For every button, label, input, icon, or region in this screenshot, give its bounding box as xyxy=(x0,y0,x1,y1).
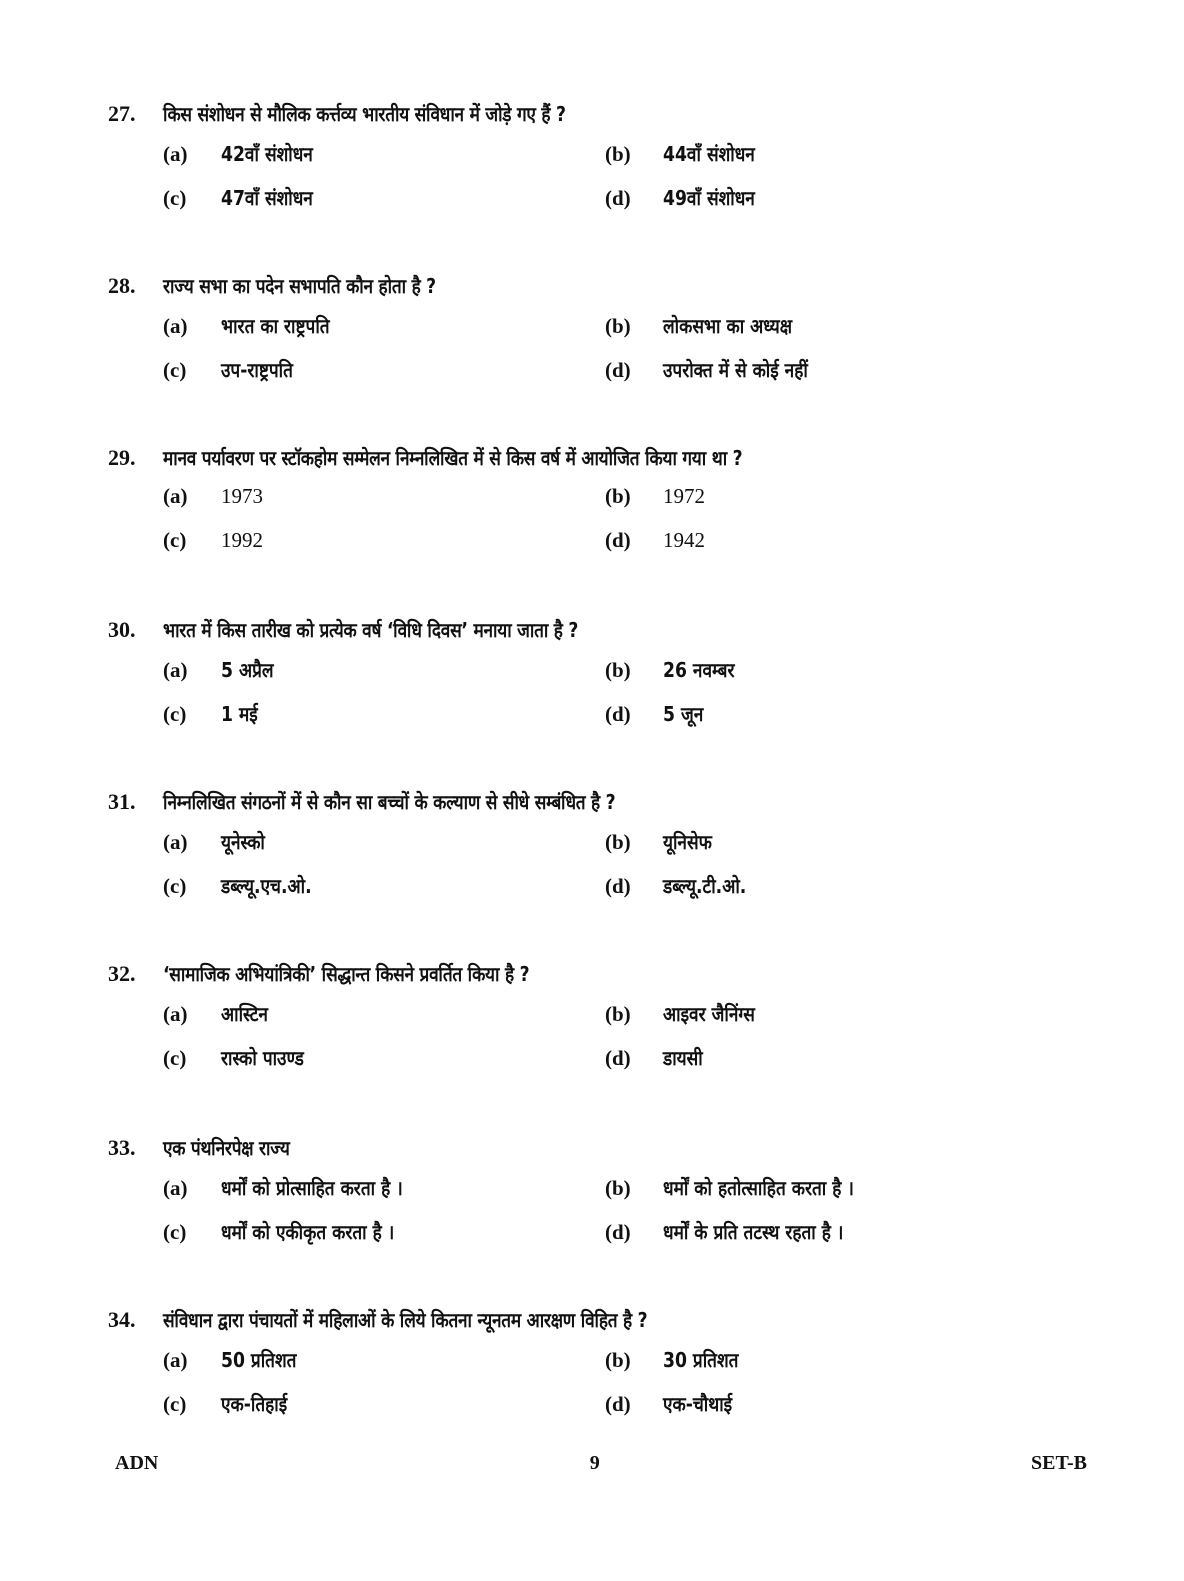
option-text: उप-राष्ट्रपति xyxy=(221,358,293,382)
option-label: (a) xyxy=(163,142,188,166)
page-footer xyxy=(115,1452,1087,1475)
option-label: (b) xyxy=(605,1176,631,1200)
question-number: 30. xyxy=(108,617,136,642)
option-c xyxy=(163,1044,605,1071)
option-a xyxy=(163,656,605,683)
option-text: धर्मों के प्रति तटस्थ रहता है । xyxy=(663,1220,844,1244)
question-number: 33. xyxy=(108,1135,136,1160)
option-label: (b) xyxy=(605,1348,631,1372)
option-label: (d) xyxy=(605,1046,631,1070)
option-text: उपरोक्त में से कोई नहीं xyxy=(663,358,808,382)
option-label: (c) xyxy=(163,528,187,552)
option-a xyxy=(163,1174,605,1201)
option-label: (c) xyxy=(163,702,187,726)
question-text: राज्य सभा का पदेन सभापति कौन होता है ? xyxy=(163,274,436,298)
option-text: 1942 xyxy=(663,528,705,552)
question-33 xyxy=(108,1134,1108,1262)
option-text: 49वाँ संशोधन xyxy=(663,186,755,210)
option-text: 42वाँ संशोधन xyxy=(221,142,313,166)
page-number: 9 xyxy=(589,1452,600,1474)
option-text: 30 प्रतिशत xyxy=(663,1348,739,1372)
option-c xyxy=(163,700,605,727)
option-text: यूनिसेफ xyxy=(663,830,712,854)
option-label: (b) xyxy=(605,1002,631,1026)
option-d xyxy=(605,1044,709,1071)
option-b xyxy=(605,312,813,339)
option-label: (b) xyxy=(605,658,631,682)
option-a xyxy=(163,828,605,855)
option-b xyxy=(605,1174,885,1201)
option-d xyxy=(605,1218,873,1245)
option-label: (d) xyxy=(605,1392,631,1416)
option-text: 1 मई xyxy=(221,702,258,726)
option-label: (a) xyxy=(163,1348,188,1372)
question-text: मानव पर्यावरण पर स्टॉकहोम सम्मेलन निम्नलिखित में से किस वर्ष में आयोजित किया गया था ? xyxy=(163,446,743,470)
option-label: (c) xyxy=(163,1220,187,1244)
option-label: (a) xyxy=(163,314,188,338)
option-d xyxy=(605,700,710,727)
option-c xyxy=(163,1390,605,1417)
option-text: 50 प्रतिशत xyxy=(221,1348,297,1372)
question-34 xyxy=(108,1306,1108,1434)
option-b xyxy=(605,140,770,167)
option-label: (a) xyxy=(163,484,188,508)
option-a xyxy=(163,1000,605,1027)
option-text: 5 अप्रैल xyxy=(221,658,274,682)
option-d xyxy=(605,184,770,211)
option-b xyxy=(605,1000,770,1027)
option-label: (b) xyxy=(605,484,631,508)
option-b xyxy=(605,484,705,509)
question-30 xyxy=(108,616,1108,744)
question-number: 28. xyxy=(108,273,136,298)
option-text: भारत का राष्ट्रपति xyxy=(221,314,330,338)
option-text: आइवर जैनिंग्स xyxy=(663,1002,755,1026)
option-label: (d) xyxy=(605,702,631,726)
option-text: 1973 xyxy=(221,484,263,508)
question-32 xyxy=(108,960,1108,1088)
option-c xyxy=(163,356,605,383)
option-label: (c) xyxy=(163,1046,187,1070)
option-text: रास्को पाउण्ड xyxy=(221,1046,304,1070)
option-label: (a) xyxy=(163,1176,188,1200)
paper-code: ADN xyxy=(115,1452,159,1474)
option-label: (d) xyxy=(605,186,631,210)
option-label: (d) xyxy=(605,528,631,552)
option-label: (a) xyxy=(163,1002,188,1026)
option-text: डायसी xyxy=(663,1046,703,1070)
set-label: SET-B xyxy=(1031,1452,1087,1474)
option-label: (b) xyxy=(605,830,631,854)
option-label: (d) xyxy=(605,358,631,382)
question-text: भारत में किस तारीख को प्रत्येक वर्ष ‘विधि दिवस’ मनाया जाता है ? xyxy=(163,618,579,642)
option-c xyxy=(163,528,605,553)
option-label: (b) xyxy=(605,314,631,338)
option-text: 1992 xyxy=(221,528,263,552)
option-a xyxy=(163,140,605,167)
option-c xyxy=(163,872,605,899)
question-number: 32. xyxy=(108,961,136,986)
question-number: 34. xyxy=(108,1307,136,1332)
question-28 xyxy=(108,272,1108,400)
option-label: (c) xyxy=(163,358,187,382)
option-c xyxy=(163,1218,605,1245)
question-29 xyxy=(108,444,1108,572)
option-text: 44वाँ संशोधन xyxy=(663,142,755,166)
option-label: (d) xyxy=(605,874,631,898)
option-d xyxy=(605,872,760,899)
option-b xyxy=(605,1346,751,1373)
option-c xyxy=(163,184,605,211)
option-label: (c) xyxy=(163,1392,187,1416)
question-text: संविधान द्वारा पंचायतों में महिलाओं के लिये कितना न्यूनतम आरक्षण विहित है ? xyxy=(163,1308,648,1332)
option-text: धर्मों को हतोत्साहित करता है । xyxy=(663,1176,854,1200)
option-a xyxy=(163,312,605,339)
option-text: 5 जून xyxy=(663,702,704,726)
option-text: यूनेस्को xyxy=(221,830,265,854)
option-label: (a) xyxy=(163,658,188,682)
option-d xyxy=(605,356,831,383)
option-text: आस्टिन xyxy=(221,1002,268,1026)
question-number: 29. xyxy=(108,445,136,470)
question-text: किस संशोधन से मौलिक कर्त्तव्य भारतीय संविधान में जोड़े गए हैं ? xyxy=(163,102,566,126)
question-text: एक पंथनिरपेक्ष राज्य xyxy=(163,1136,290,1160)
option-text: डब्ल्यू.एच.ओ. xyxy=(221,874,312,898)
option-text: 47वाँ संशोधन xyxy=(221,186,313,210)
option-text: लोकसभा का अध्यक्ष xyxy=(663,314,793,338)
option-text: 26 नवम्बर xyxy=(663,658,735,682)
option-text: एक-तिहाई xyxy=(221,1392,288,1416)
option-label: (a) xyxy=(163,830,188,854)
option-a xyxy=(163,1346,605,1373)
question-number: 27. xyxy=(108,101,136,126)
option-text: डब्ल्यू.टी.ओ. xyxy=(663,874,747,898)
option-d xyxy=(605,528,705,553)
option-label: (c) xyxy=(163,186,187,210)
question-number: 31. xyxy=(108,789,136,814)
option-text: धर्मों को एकीकृत करता है । xyxy=(221,1220,395,1244)
option-label: (b) xyxy=(605,142,631,166)
option-a xyxy=(163,484,605,509)
option-label: (c) xyxy=(163,874,187,898)
question-text: निम्नलिखित संगठनों में से कौन सा बच्चों के कल्याण से सीधे सम्बंधित है ? xyxy=(163,790,616,814)
question-27 xyxy=(108,100,1108,228)
option-label: (d) xyxy=(605,1220,631,1244)
question-text: ‘सामाजिक अभियांत्रिकी’ सिद्धान्त किसने प्रवर्तित किया है ? xyxy=(163,962,530,986)
option-b xyxy=(605,656,746,683)
option-b xyxy=(605,828,720,855)
option-d xyxy=(605,1390,743,1417)
option-text: धर्मों को प्रोत्साहित करता है । xyxy=(221,1176,403,1200)
question-31 xyxy=(108,788,1108,916)
option-text: एक-चौथाई xyxy=(663,1392,733,1416)
option-text: 1972 xyxy=(663,484,705,508)
